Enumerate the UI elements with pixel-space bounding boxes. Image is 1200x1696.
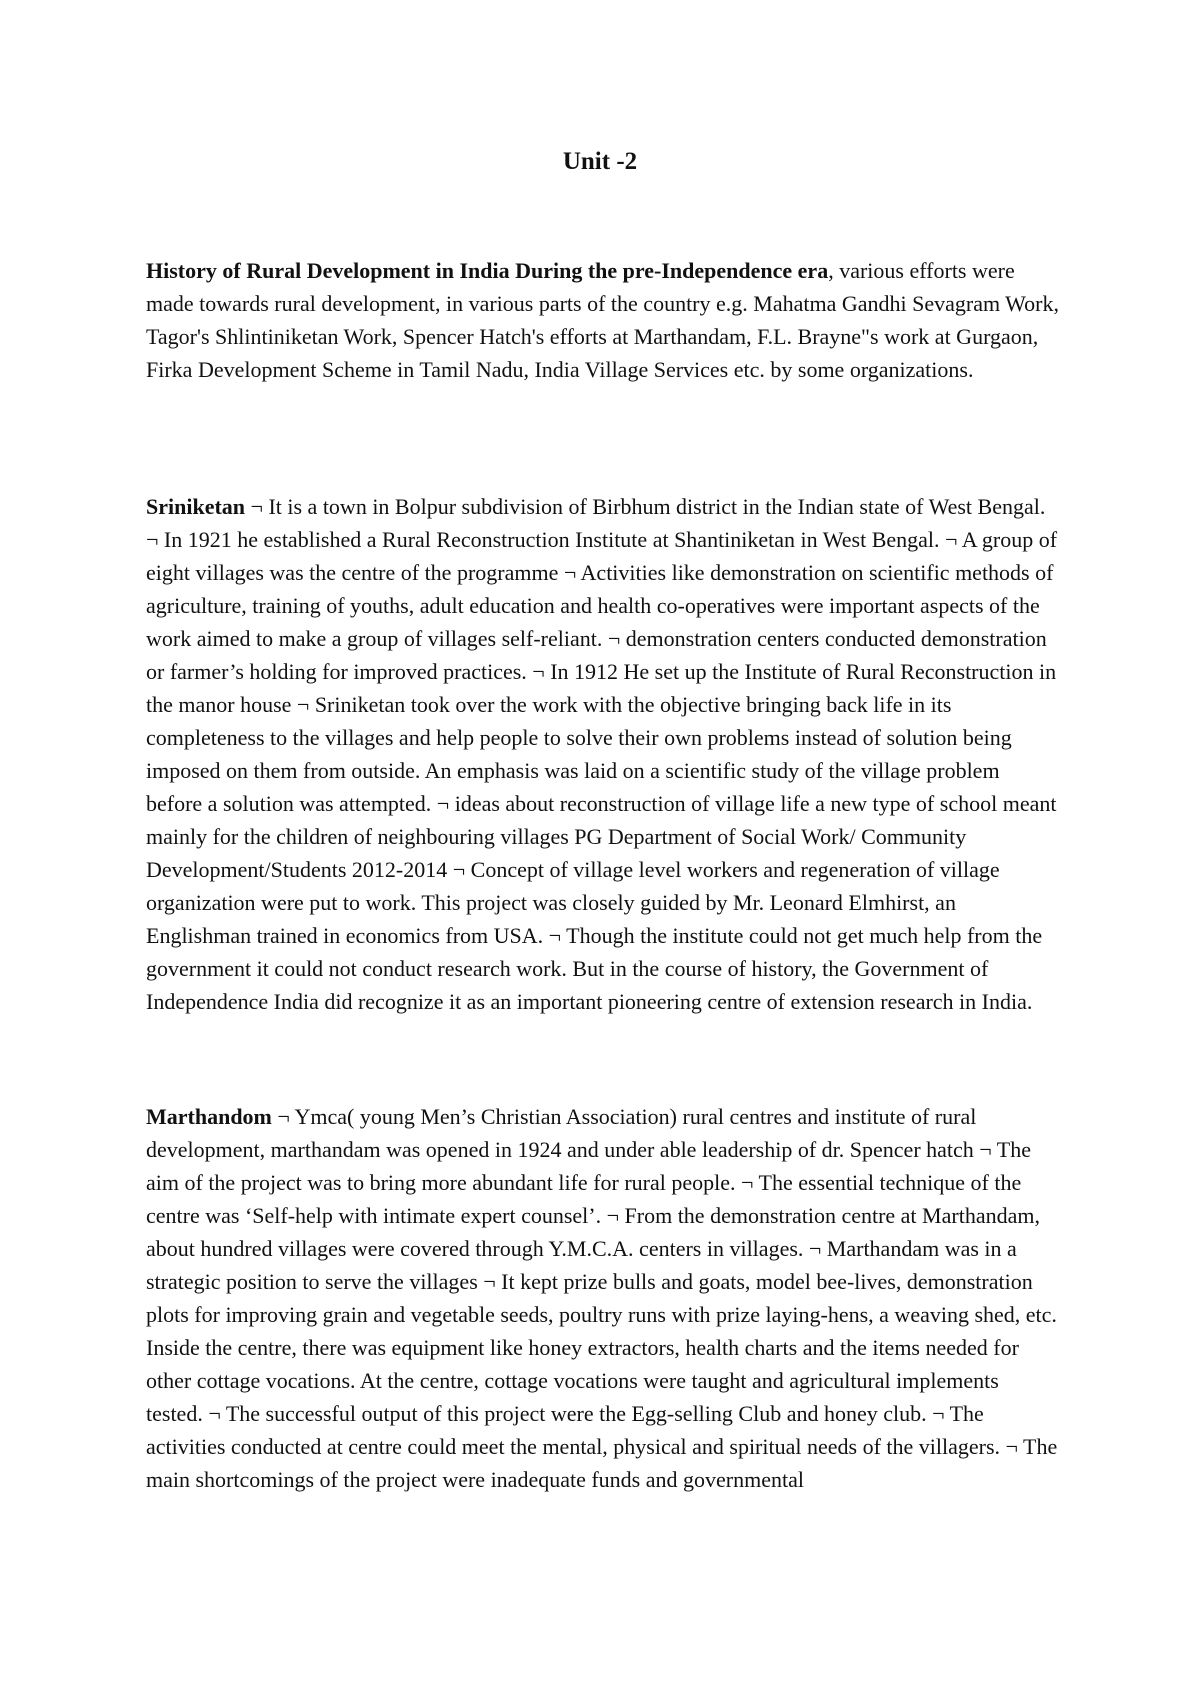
paragraph-lead-history: History of Rural Development in India During the pre-Independence era <box>146 258 829 283</box>
paragraph-text-marthandom: ¬ Ymca( young Men’s Christian Association) rural centres and institute of rural development, marthandam was opened in 1924 and under able leadership of dr. Spencer hatch ¬ The aim of the project was to bring more abundant life for rural people. ¬ The essential technique of the centre was ‘Self-help with intimate expert counsel’. ¬ From the demonstration centre at Marthandam, about hundred villages were covered through Y.M.C.A. centers in villages. ¬ Marthandam was in a strategic position to serve the villages ¬ It kept prize bulls and goats, model bee-lives, demonstration plots for improving grain and vegetable seeds, poultry runs with prize laying-hens, a weaving shed, etc. Inside the centre, there was equipment like honey extractors, health charts and the items needed for other cottage vocations. At the centre, cottage vocations were taught and agricultural implements tested. ¬ The successful output of this project were the Egg-selling Club and honey club. ¬ The activities conducted at centre could meet the mental, physical and spiritual needs of the villagers. ¬ The main shortcomings of the project were inadequate funds and governmental <box>146 1104 1058 1492</box>
paragraph-marthandom <box>146 1100 1061 1496</box>
page-title: Unit -2 <box>562 148 638 175</box>
paragraph-sriniketan <box>146 490 1061 1018</box>
paragraph-lead-sriniketan: Sriniketan <box>146 494 246 519</box>
paragraph-lead-marthandom: Marthandom <box>146 1104 272 1129</box>
paragraph-text-history: , various efforts were made towards rural development, in various parts of the country e.g. Mahatma Gandhi Sevagram Work, Tagor's Shlintiniketan Work, Spencer Hatch's efforts at Marthandam, F.L. Brayne"s work at Gurgaon, Firka Development Scheme in Tamil Nadu, India Village Services etc. by some organizations. <box>146 258 1060 382</box>
paragraph-text-sriniketan: ¬ It is a town in Bolpur subdivision of Birbhum district in the Indian state of West Bengal. ¬ In 1921 he established a Rural Reconstruction Institute at Shantiniketan in West Bengal. ¬ A group of eight villages was the centre of the programme ¬ Activities like demonstration on scientific methods of agriculture, training of youths, adult education and health co-operatives were important aspects of the work aimed to make a group of villages self-reliant. ¬ demonstration centers conducted demonstration or farmer’s holding for improved practices. ¬ In 1912 He set up the Institute of Rural Reconstruction in the manor house ¬ Sriniketan took over the work with the objective bringing back life in its completeness to the villages and help people to solve their own problems instead of solution being imposed on them from outside. An emphasis was laid on a scientific study of the village problem before a solution was attempted. ¬ ideas about reconstruction of village life a new type of school meant mainly for the children of neighbouring villages PG Department of Social Work/ Community Development/Students 2012-2014 ¬ Concept of village level workers and regeneration of village organization were put to work. This project was closely guided by Mr. Leonard Elmhirst, an Englishman trained in economics from USA. ¬ Though the institute could not get much help from the government it could not conduct research work. But in the course of history, the Government of Independence India did recognize it as an important pioneering centre of extension research in India. <box>146 494 1058 1014</box>
paragraph-history <box>146 254 1061 386</box>
